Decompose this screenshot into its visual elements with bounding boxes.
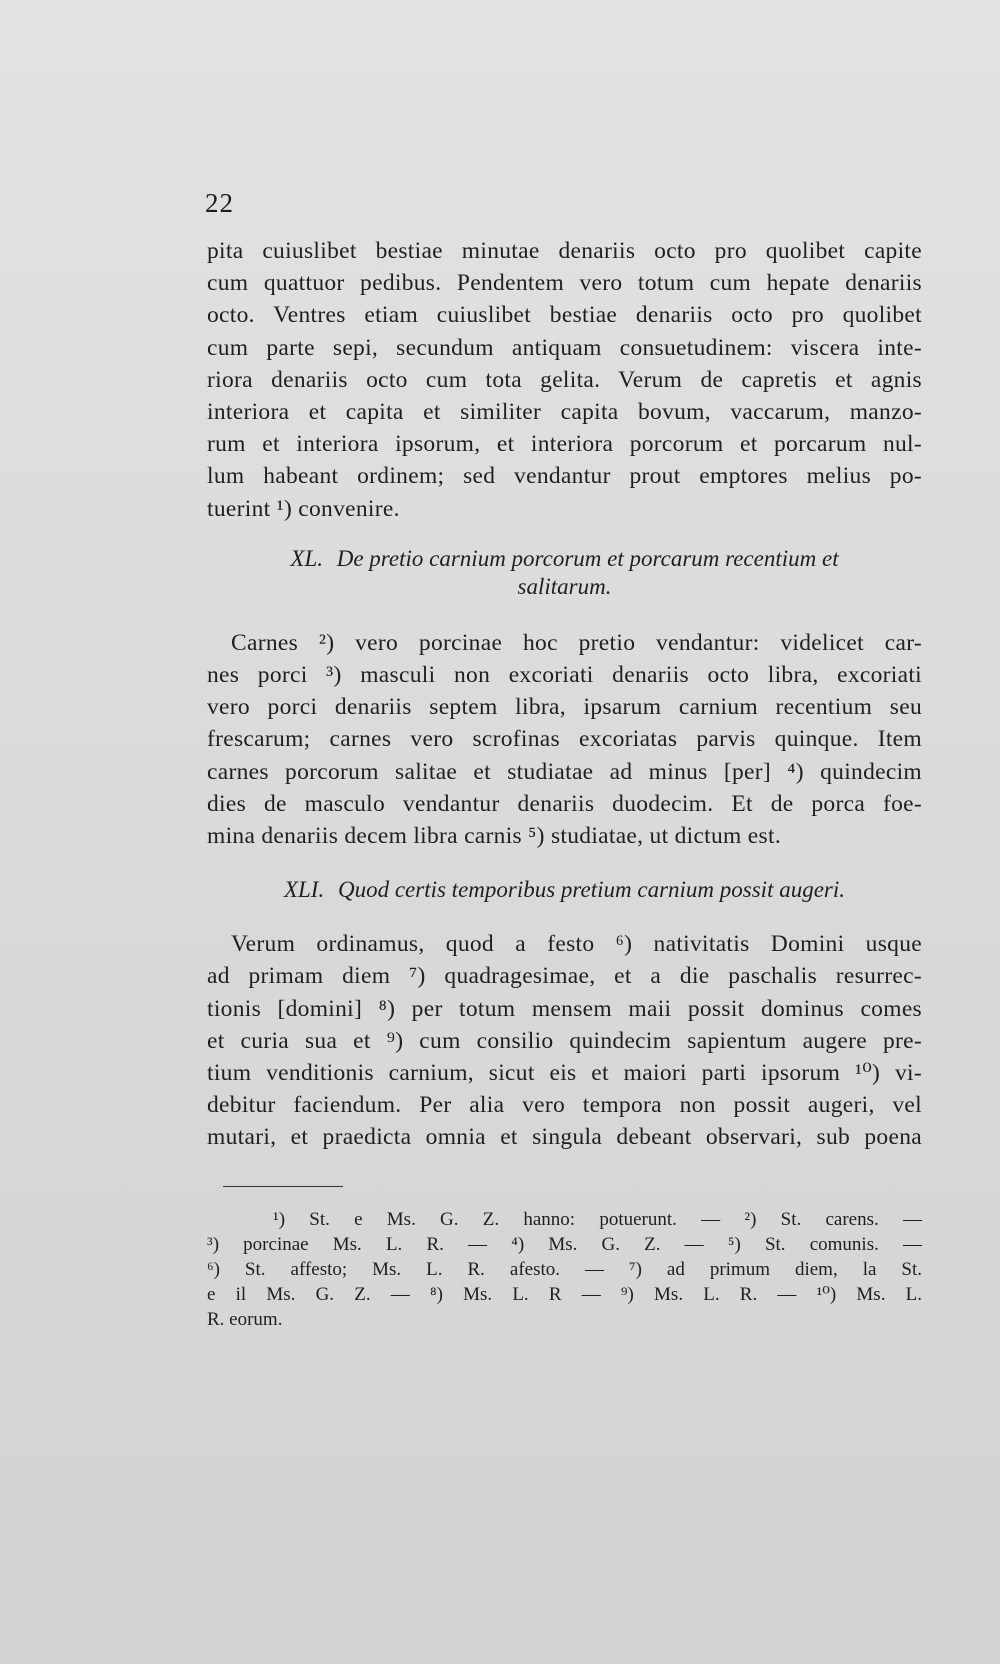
text-line: cum parte sepi, secundum antiquam consuetudinem: viscera inte- [207, 334, 922, 361]
text-line: octo. Ventres etiam cuiuslibet bestiae denariis octo pro quolibet [207, 302, 922, 329]
footnote-line: ⁶) St. affesto; Ms. L. R. afesto. — ⁷) ad primum diem, la St. [207, 1258, 922, 1280]
text-line: tionis [domini] ⁸) per totum mensem maii possit dominus comes [207, 995, 922, 1022]
text-line: vero porci denariis septem libra, ipsarum carnium recentium seu [207, 694, 922, 721]
paragraph-3 [207, 928, 922, 1153]
footnote-divider [223, 1186, 343, 1187]
paragraph-1 [207, 235, 922, 525]
page-body [207, 235, 922, 1332]
footnote-line: ³) porcinae Ms. L. R. — ⁴) Ms. G. Z. — ⁵) St. comunis. — [207, 1233, 922, 1255]
text-line: tuerint ¹) convenire. [207, 495, 400, 522]
text-line: dies de masculo vendantur denariis duodecim. Et de porca foe- [207, 790, 922, 817]
section-number: XLI. [283, 877, 325, 903]
text-line: cum quattuor pedibus. Pendentem vero totum cum hepate denariis [207, 270, 922, 297]
section-heading-xli [207, 876, 922, 904]
footnotes [207, 1207, 922, 1332]
text-line: interiora et capita et similiter capita bovum, vaccarum, manzo- [207, 399, 922, 426]
paragraph-2 [207, 627, 922, 852]
text-line: mina denariis decem libra carnis ⁵) studiatae, ut dictum est. [207, 823, 781, 850]
text-line: frescarum; carnes vero scrofinas excoriatas parvis quinque. Item [207, 726, 922, 753]
text-line: et curia sua et ⁹) cum consilio quindecim sapientum augere pre- [207, 1027, 922, 1054]
text-line: riora denariis octo cum tota gelita. Verum de capretis et agnis [207, 366, 922, 393]
text-line: tium venditionis carnium, sicut eis et maiori parti ipsorum ¹⁰) vi- [207, 1060, 922, 1087]
text-line: debitur faciendum. Per alia vero tempora non possit augeri, vel [207, 1092, 922, 1119]
page-number: 22 [205, 188, 234, 218]
footnote-line: ¹) St. e Ms. G. Z. hanno: potuerunt. — ²) St. carens. — [273, 1208, 922, 1230]
footnote-line: e il Ms. G. Z. — ⁸) Ms. L. R — ⁹) Ms. L. R. — ¹⁰) Ms. L. [207, 1283, 922, 1305]
text-line: lum habeant ordinem; sed vendantur prout emptores melius po- [207, 463, 922, 490]
section-number: XL. [290, 545, 323, 571]
section-title-line: salitarum. [517, 573, 612, 599]
text-line: pita cuiuslibet bestiae minutae denariis octo pro quolibet capite [207, 238, 922, 264]
section-title-line: Quod certis temporibus pretium carnium possit augeri. [337, 877, 846, 903]
text-line: Verum ordinamus, quod a festo ⁶) nativitatis Domini usque [231, 931, 922, 958]
text-line: carnes porcorum salitae et studiatae ad minus [per] ⁴) quindecim [207, 758, 922, 785]
section-title-line: De pretio carnium porcorum et porcarum recentium et [336, 545, 839, 571]
footnote-line: R. eorum. [207, 1308, 283, 1330]
text-line: ad primam diem ⁷) quadragesimae, et a die paschalis resurrec- [207, 963, 922, 990]
section-heading-xl [207, 545, 922, 601]
text-line: rum et interiora ipsorum, et interiora porcorum et porcarum nul- [207, 431, 922, 458]
text-line: Carnes ²) vero porcinae hoc pretio vendantur: videlicet car- [231, 629, 922, 656]
text-line: mutari, et praedicta omnia et singula debeant observari, sub poena [207, 1124, 922, 1151]
text-line: nes porci ³) masculi non excoriati denariis octo libra, excoriati [207, 662, 922, 689]
